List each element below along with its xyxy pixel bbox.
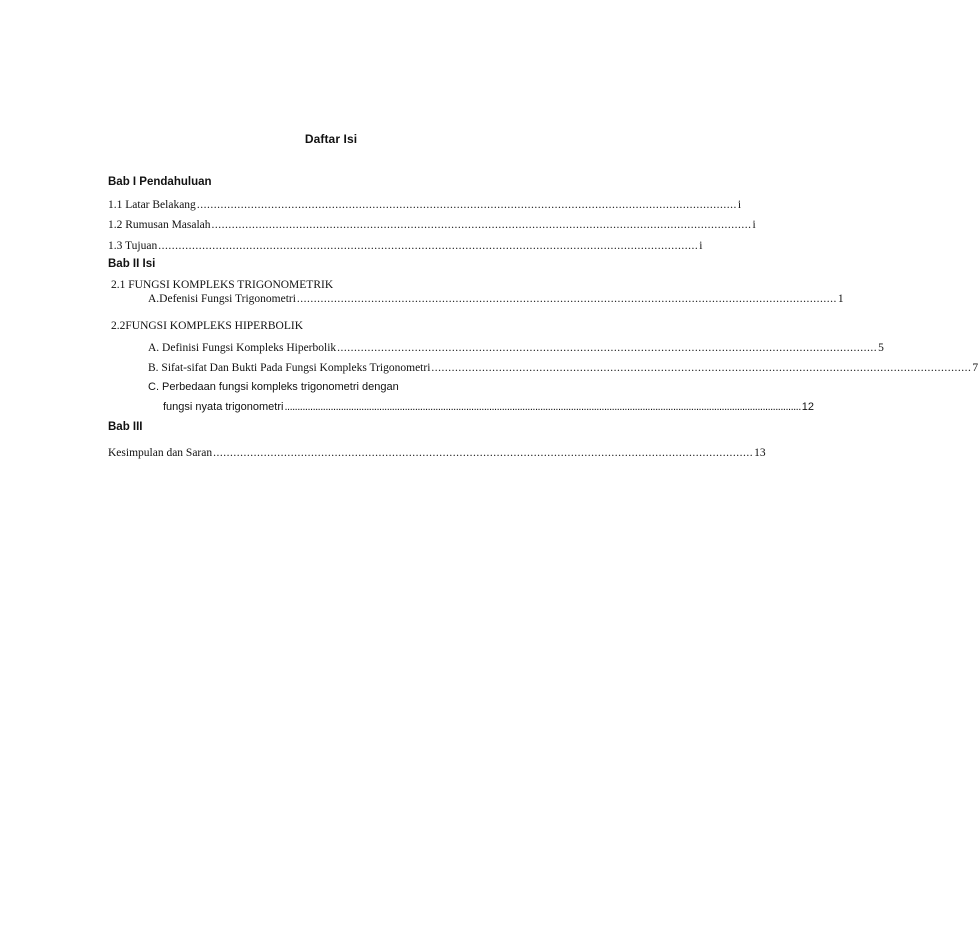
toc-entry-page: 13 [754, 447, 766, 459]
leader-dots: ................................................................................................................................................................ [158, 240, 699, 252]
toc-entry-1-2[interactable] [108, 218, 756, 232]
toc-entry-page: 12 [801, 401, 815, 413]
toc-entry-page: 1 [837, 293, 844, 305]
toc-entry-label: A.Defenisi Fungsi Trigonometri [148, 293, 296, 305]
bab1-heading: Bab I Pendahuluan [108, 176, 212, 188]
leader-dots: .......................................................................................................................................................................................................... [284, 401, 801, 413]
leader-dots: ................................................................................................................................................................ [431, 362, 972, 374]
toc-entry-page: i [737, 199, 742, 211]
toc-entry-page: i [752, 219, 756, 231]
leader-dots: ................................................................................................................................................................ [337, 342, 878, 354]
toc-entry-label: fungsi nyata trigonometri [163, 401, 284, 413]
section-2-2-title: 2.2FUNGSI KOMPLEKS HIPERBOLIK [111, 320, 304, 332]
leader-dots: ................................................................................................................................................................ [211, 219, 752, 231]
leader-dots: ................................................................................................................................................................ [196, 199, 737, 211]
toc-entry-3[interactable] [108, 446, 766, 460]
toc-title: Daftar Isi [304, 132, 358, 146]
toc-entry-label: 1.1 Latar Belakang [108, 199, 196, 211]
toc-entry-label: 1.2 Rumusan Masalah [108, 219, 211, 231]
toc-entry-label: 1.3 Tujuan [108, 240, 158, 252]
toc-entry-2-2-c-line1: C. Perbedaan fungsi kompleks trigonometri dengan [148, 381, 399, 393]
bab2-heading: Bab II Isi [108, 258, 156, 270]
toc-entry-1-3[interactable] [108, 239, 703, 253]
bab3-heading: Bab III [108, 421, 143, 433]
toc-entry-page: 7 [972, 362, 978, 374]
toc-entry-page: i [699, 240, 703, 252]
leader-dots: ................................................................................................................................................................ [296, 293, 837, 305]
toc-entry-2-2-a[interactable] [148, 341, 884, 355]
toc-entry-label: A. Definisi Fungsi Kompleks Hiperbolik [148, 342, 337, 354]
section-2-1-title: 2.1 FUNGSI KOMPLEKS TRIGONOMETRIK [111, 279, 334, 291]
toc-entry-label: B. Sifat-sifat Dan Bukti Pada Fungsi Kompleks Trigonometri [148, 362, 431, 374]
toc-entry-2-2-b[interactable] [148, 361, 978, 375]
toc-entry-page: 5 [878, 342, 884, 354]
toc-entry-1-1[interactable] [108, 198, 742, 212]
toc-entry-2-1-a[interactable] [148, 292, 844, 306]
toc-entry-2-2-c[interactable] [163, 400, 815, 414]
leader-dots: ................................................................................................................................................................ [213, 447, 754, 459]
toc-entry-label: Kesimpulan dan Saran [108, 447, 213, 459]
